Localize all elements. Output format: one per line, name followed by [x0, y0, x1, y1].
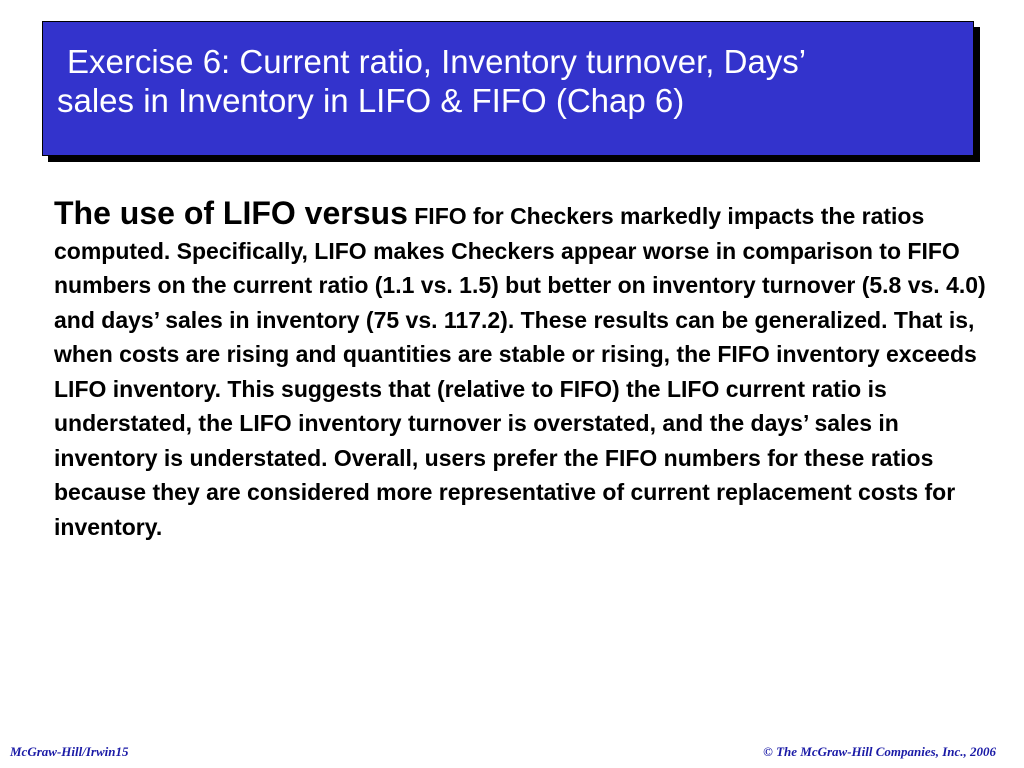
title-box: [42, 21, 974, 156]
title-line-1: Exercise 6: Current ratio, Inventory turnover, Days’: [67, 43, 807, 80]
body-lead-text: The use of LIFO versus: [54, 195, 408, 231]
body-paragraph: [54, 196, 994, 544]
title-line-2: sales in Inventory in LIFO & FIFO (Chap 6): [57, 82, 685, 119]
body-main-text: FIFO for Checkers markedly impacts the ratios computed. Specifically, LIFO makes Checkers appear worse in comparison to FIFO numbers on the current ratio (1.1 vs. 1.5) but better on inventory turnover (5.8 vs. 4.0) and days’ sales in inventory (75 vs. 117.2). These results can be generalized. That is, when costs are rising and quantities are stable or rising, the FIFO inventory exceeds LIFO inventory. This suggests that (relative to FIFO) the LIFO current ratio is understated, the LIFO inventory turnover is overstated, and the days’ sales in inventory is understated. Overall, users prefer the FIFO numbers for these ratios because they are considered more representative of current replacement costs for inventory.: [54, 203, 986, 540]
footer-publisher: McGraw-Hill/Irwin15: [10, 744, 129, 759]
footer-copyright: © The McGraw-Hill Companies, Inc., 2006: [763, 744, 996, 759]
